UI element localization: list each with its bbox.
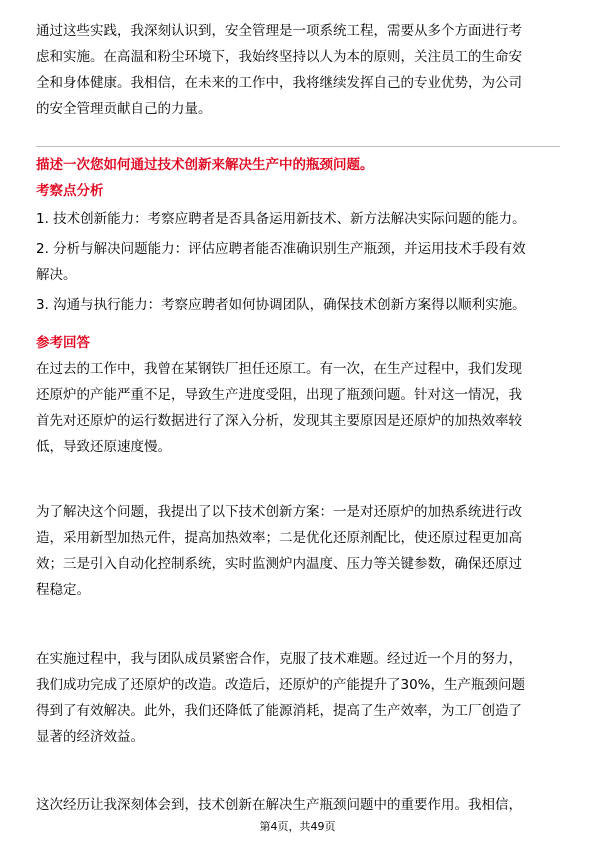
text-line: 得到了有效解决。此外，我们还降低了能源消耗，提高了生产效率，为工厂创造了: [36, 703, 522, 719]
text-line: 效；三是引入自动化控制系统，实时监测炉内温度、压力等关键参数，确保还原过: [36, 556, 522, 572]
text-line: 首先对还原炉的运行数据进行了深入分析，发现其主要原因是还原炉的加热效率较: [36, 413, 522, 429]
question-heading: 描述一次您如何通过技术创新来解决生产中的瓶颈问题。: [36, 157, 374, 173]
analysis-point-2: [36, 236, 561, 288]
analysis-point-3: [36, 292, 561, 318]
analysis-point-1: [36, 206, 561, 232]
answer-paragraph-4: [36, 792, 561, 818]
text-line: 解决。: [36, 267, 77, 283]
intro-paragraph: [36, 18, 561, 122]
text-line: 虑和实施。在高温和粉尘环境下，我始终坚持以人为本的原则，关注员工的生命安: [36, 49, 522, 65]
text-line: 低，导致还原速度慢。: [36, 439, 171, 455]
text-line: 3. 沟通与执行能力：考察应聘者如何协调团队，确保技术创新方案得以顺利实施。: [36, 297, 526, 313]
text-line: 程稳定。: [36, 582, 90, 598]
section-divider: [36, 146, 560, 147]
text-line: 在实施过程中，我与团队成员紧密合作，克服了技术难题。经过近一个月的努力，: [36, 651, 522, 667]
answer-paragraph-1: [36, 356, 561, 460]
text-line: 的安全管理贡献自己的力量。: [36, 101, 212, 117]
text-line: 为了解决这个问题，我提出了以下技术创新方案：一是对还原炉的加热系统进行改: [36, 504, 522, 520]
answer-paragraph-2: [36, 499, 561, 603]
page-number: 第4页，共49页: [259, 820, 336, 833]
answer-paragraph-3: [36, 646, 561, 750]
text-line: 通过这些实践，我深刻认识到，安全管理是一项系统工程，需要从多个方面进行考: [36, 23, 522, 39]
text-line: 在过去的工作中，我曾在某钢铁厂担任还原工。有一次，在生产过程中，我们发现: [36, 361, 522, 377]
text-line: 还原炉的产能严重不足，导致生产进度受阻，出现了瓶颈问题。针对这一情况，我: [36, 387, 522, 403]
text-line: 全和身体健康。我相信，在未来的工作中，我将继续发挥自己的专业优势，为公司: [36, 75, 522, 91]
text-line: 显著的经济效益。: [36, 729, 144, 745]
text-line: 这次经历让我深刻体会到，技术创新在解决生产瓶颈问题中的重要作用。我相信，: [36, 797, 522, 813]
text-line: 2. 分析与解决问题能力：评估应聘者能否准确识别生产瓶颈，并运用技术手段有效: [36, 241, 526, 257]
text-line: 我们成功完成了还原炉的改造。改造后，还原炉的产能提升了30%，生产瓶颈问题: [36, 677, 526, 693]
text-line: 1. 技术创新能力：考察应聘者是否具备运用新技术、新方法解决实际问题的能力。: [36, 211, 526, 227]
answer-title: 参考回答: [36, 335, 90, 351]
analysis-title: 考察点分析: [36, 183, 104, 199]
text-line: 造，采用新型加热元件，提高加热效率；二是优化还原剂配比，使还原过程更加高: [36, 530, 522, 546]
